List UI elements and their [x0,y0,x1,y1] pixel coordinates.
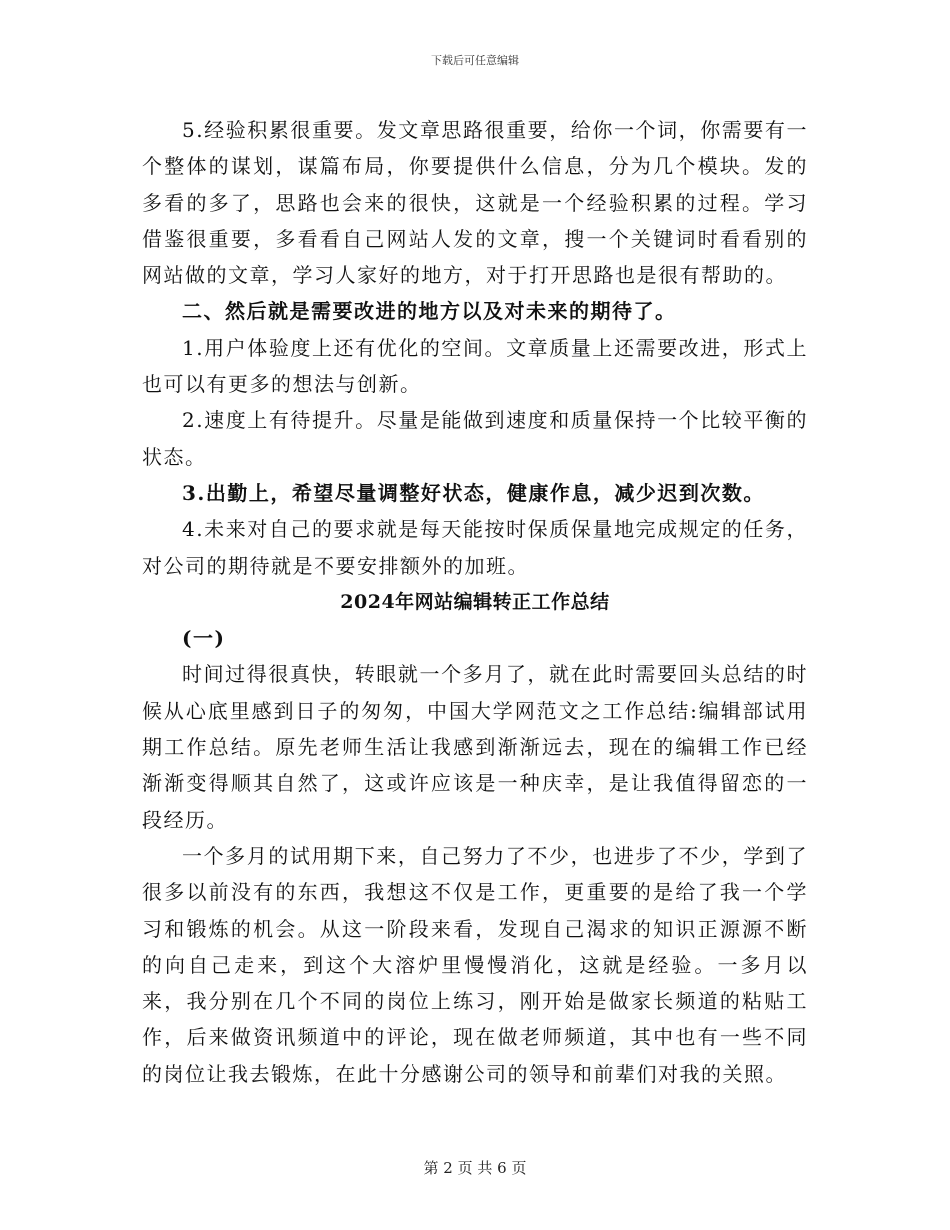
page-header: 下载后可任意编辑 [431,54,519,67]
paragraph-time-flies: 时间过得很真快，转眼就一个多月了，就在此时需要回头总结的时候从心底里感到日子的匆匆，中国大学网范文之工作总结:编辑部试用期工作总结。原先老师生活让我感到渐渐远去，现在的编辑工作已经渐渐变得顺其自然了，这或许应该是一种庆幸，是让我值得留恋的一段经历。 [142,662,808,832]
paragraph-experience: 5.经验积累很重要。发文章思路很重要，给你一个词，你需要有一个整体的谋划，谋篇布局，你要提供什么信息，分为几个模块。发的多看的多了，思路也会来的很快，这就是一个经验积累的过程。学习借鉴很重要，多看看自己网站人发的文章，搜一个关键词时看看别的网站做的文章，学习人家好的地方，对于打开思路也是很有帮助的。 [142,118,808,288]
paragraph-attendance: 3.出勤上，希望尽量调整好状态，健康作息，减少迟到次数。 [182,480,765,505]
section-subheading-one: (一) [182,626,226,651]
paragraph-speed: 2.速度上有待提升。尽量是能做到速度和质量保持一个比较平衡的状态。 [142,408,808,469]
paragraph-probation-period: 一个多月的试用期下来，自己努力了不少，也进步了不少，学到了很多以前没有的东西，我想这不仅是工作，更重要的是给了我一个学习和锻炼的机会。从这一阶段来看，发现自己渴求的知识正源源不断的向自己走来，到这个大溶炉里慢慢消化，这就是经验。一多月以来，我分别在几个不同的岗位上练习，刚开始是做家长频道的粘贴工作，后来做资讯频道中的评论，现在做老师频道，其中也有一些不同的岗位让我去锻炼，在此十分感谢公司的领导和前辈们对我的关照。 [142,843,808,1086]
page-footer: 第 2 页 共 6 页 [423,1159,527,1177]
document-body [142,112,808,1092]
paragraph-future-expectations: 4.未来对自己的要求就是每天能按时保质保量地完成规定的任务，对公司的期待就是不要安排额外的加班。 [142,517,808,578]
paragraph-user-experience: 1.用户体验度上还有优化的空间。文章质量上还需要改进，形式上也可以有更多的想法与创新。 [142,335,808,397]
document-title: 2024年网站编辑转正工作总结 [340,590,610,613]
section-heading-improvements: 二、然后就是需要改进的地方以及对未来的期待了。 [182,299,677,324]
